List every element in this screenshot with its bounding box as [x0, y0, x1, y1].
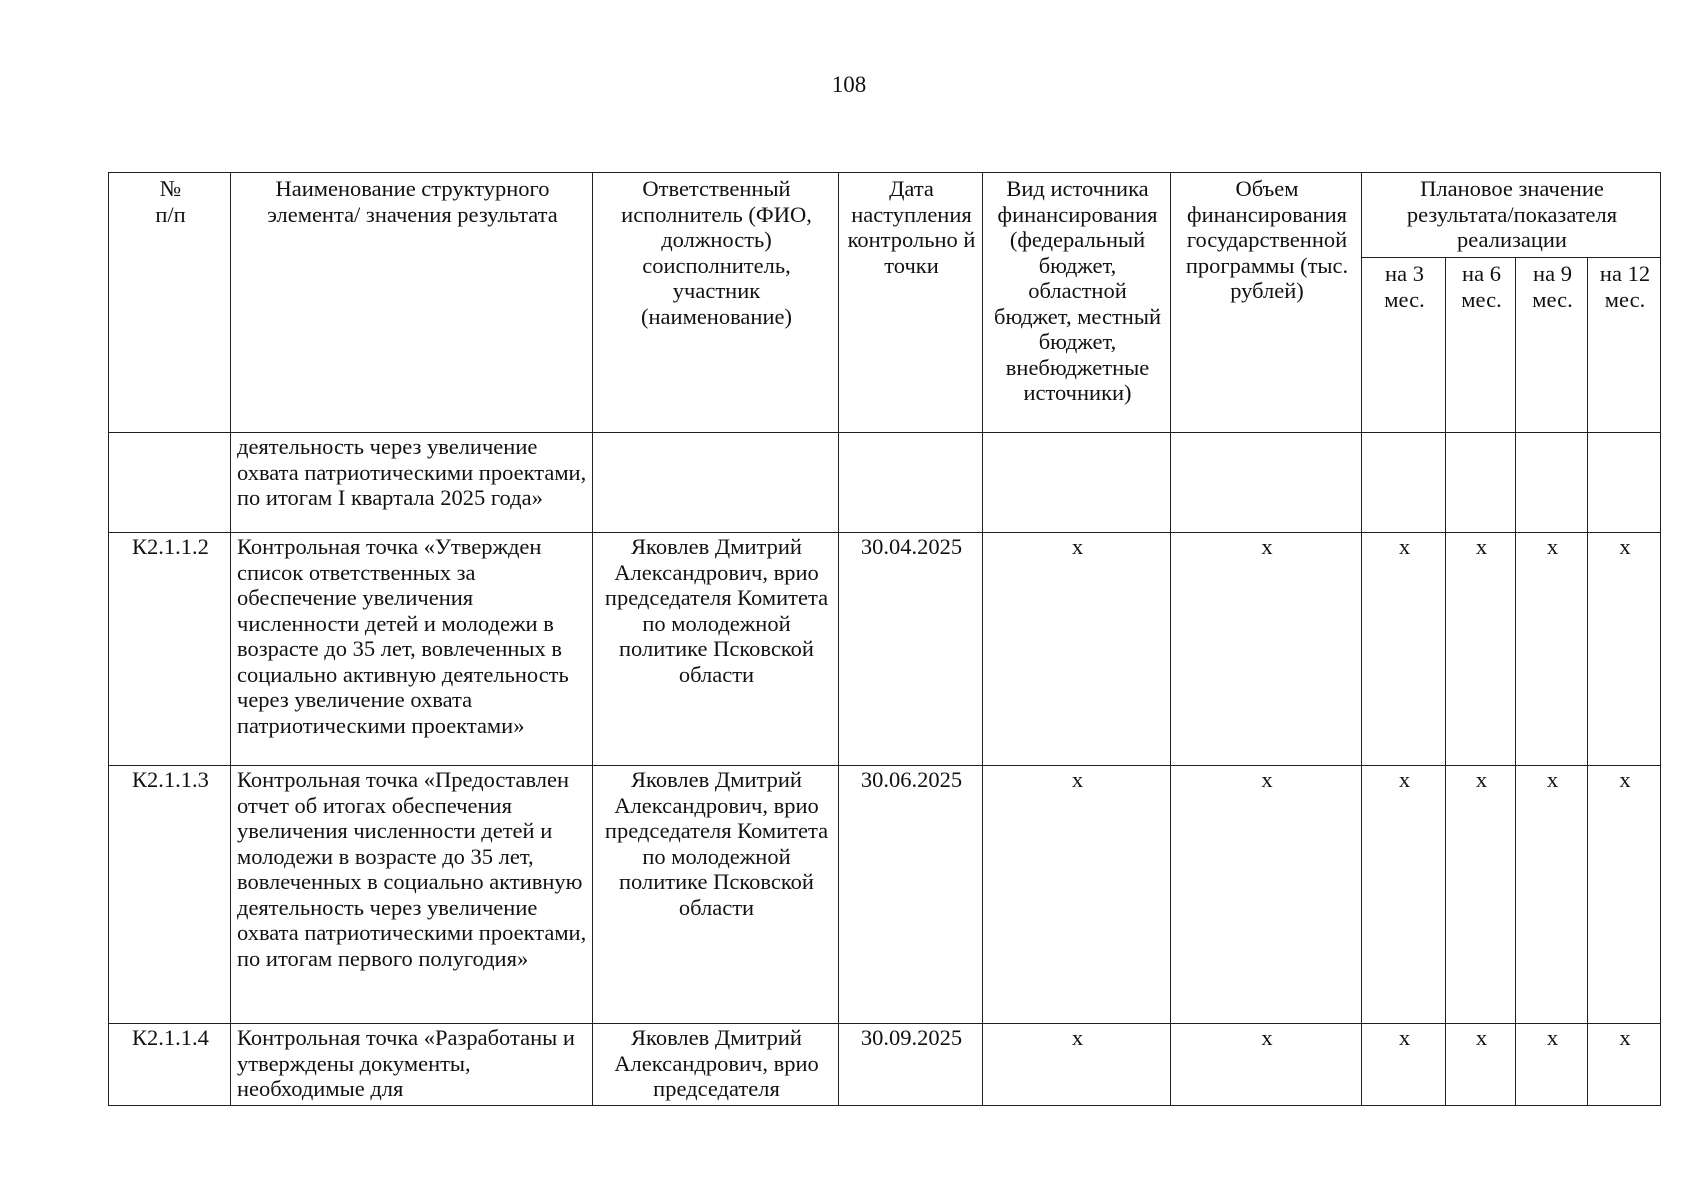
table-row [109, 533, 1661, 766]
cell-num: К2.1.1.3 [109, 766, 231, 1024]
cell-m9: х [1516, 766, 1588, 1024]
cell-volume [1171, 433, 1362, 533]
table-header [109, 173, 1661, 433]
cell-m9 [1516, 433, 1588, 533]
header-source: Вид источника финансирования (федеральный бюджет, областной бюджет, местный бюджет, внебюджетные источники) [983, 173, 1171, 433]
cell-date: 30.09.2025 [839, 1024, 983, 1106]
cell-source: х [983, 1024, 1171, 1106]
cell-name [231, 1024, 593, 1106]
cell-num: К2.1.1.4 [109, 1024, 231, 1106]
cell-name: Контрольная точка «Предоставлен отчет об итогах обеспечения увеличения численности детей и молодежи в возрасте до 35 лет, вовлеченных в социально активную деятельность через увеличение охвата патриотическими проектами, по итогам первого полугодия» [231, 766, 593, 1024]
cell-m3: х [1362, 1024, 1446, 1106]
cell-name: деятельность через увеличение охвата патриотическими проектами, по итогам I квартала 2025 года» [231, 433, 593, 533]
cell-m3: х [1362, 766, 1446, 1024]
cell-source [983, 433, 1171, 533]
cell-source: х [983, 533, 1171, 766]
cell-name-text: Контрольная точка «Разработаны и утверждены документы, необходимые для [237, 1025, 575, 1101]
header-volume: Объем финансирования государственной программы (тыс. рублей) [1171, 173, 1362, 433]
header-name: Наименование структурного элемента/ значения результата [231, 173, 593, 433]
cell-volume: х [1171, 766, 1362, 1024]
cell-executor [593, 433, 839, 533]
cell-m6: х [1446, 533, 1516, 766]
table-row [109, 1024, 1661, 1106]
header-num: № п/п [109, 173, 231, 433]
cell-m12: х [1588, 533, 1661, 766]
cell-date: 30.06.2025 [839, 766, 983, 1024]
cell-name: Контрольная точка «Утвержден список ответственных за обеспечение увеличения численности детей и молодежи в возрасте до 35 лет, вовлеченных в социально активную деятельность через увеличение охвата патриотическими проектами» [231, 533, 593, 766]
cell-m9: х [1516, 1024, 1588, 1106]
cell-date [839, 433, 983, 533]
table-body [109, 433, 1661, 1106]
cell-executor [593, 1024, 839, 1106]
program-table [108, 172, 1661, 1106]
cell-executor: Яковлев Дмитрий Александрович, врио председателя Комитета по молодежной политике Псковской области [593, 766, 839, 1024]
cell-m6: х [1446, 766, 1516, 1024]
cell-m12: х [1588, 766, 1661, 1024]
cell-m12: х [1588, 1024, 1661, 1106]
header-date: Дата наступления контрольно й точки [839, 173, 983, 433]
cell-volume: х [1171, 533, 1362, 766]
cell-m6 [1446, 433, 1516, 533]
cell-executor-text: Яковлев Дмитрий Александрович, врио председателя [614, 1025, 819, 1101]
cell-num: К2.1.1.2 [109, 533, 231, 766]
cell-m9: х [1516, 533, 1588, 766]
table-row-continuation [109, 433, 1661, 533]
header-6-months: на 6 мес. [1446, 258, 1516, 433]
cell-m6: х [1446, 1024, 1516, 1106]
header-3-months: на 3 мес. [1362, 258, 1446, 433]
cell-m3: х [1362, 533, 1446, 766]
header-9-months: на 9 мес. [1516, 258, 1588, 433]
header-planned: Плановое значение результата/показателя реализации [1362, 173, 1661, 258]
page-number: 108 [831, 72, 867, 97]
cell-num [109, 433, 231, 533]
table-row [109, 766, 1661, 1024]
cell-date: 30.04.2025 [839, 533, 983, 766]
cell-m12 [1588, 433, 1661, 533]
cell-executor: Яковлев Дмитрий Александрович, врио председателя Комитета по молодежной политике Псковской области [593, 533, 839, 766]
cell-source: х [983, 766, 1171, 1024]
header-12-months: на 12 мес. [1588, 258, 1661, 433]
cell-volume: х [1171, 1024, 1362, 1106]
cell-m3 [1362, 433, 1446, 533]
header-executor: Ответственный исполнитель (ФИО, должность) соисполнитель, участник (наименование) [593, 173, 839, 433]
